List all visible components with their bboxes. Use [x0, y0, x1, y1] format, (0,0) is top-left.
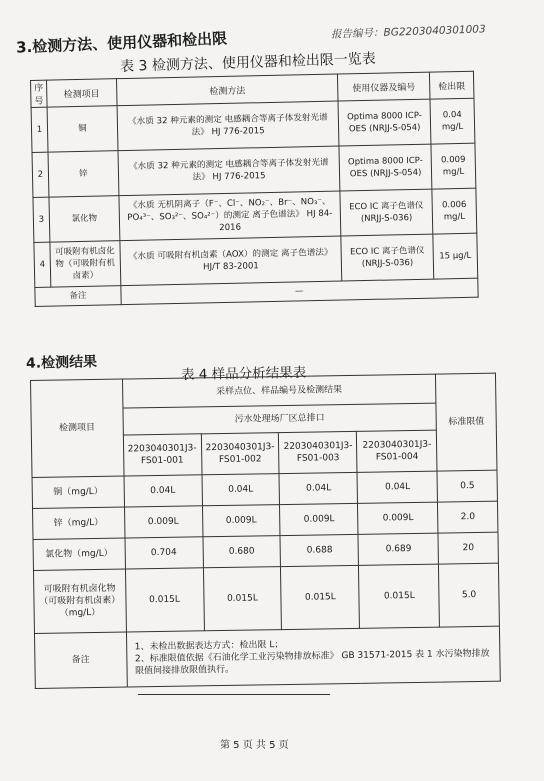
header-serial: 序号 [31, 80, 48, 107]
sample-id: 2203040301J3-FS01-002 [201, 433, 280, 475]
row-value: 0.009L [358, 502, 438, 534]
row-standard: 2.0 [438, 501, 498, 533]
row-item: 氯化物 [49, 196, 120, 242]
row-value: 0.04L [357, 471, 437, 503]
page-number: 第 5 页 共 5 页 [220, 740, 289, 751]
row-value: 0.015L [359, 564, 440, 628]
header-standard: 标准限值 [436, 373, 497, 471]
results-note-label: 备注 [34, 632, 126, 688]
row-instrument: ECO IC 离子色谱仪 (NRJJ-S-036) [341, 234, 434, 281]
note-line-2: 2、标准限值依据《石油化学工业污染物排放标准》 GB 31571-2015 表 1 水污染物排放限值间接排放限值执行。 [134, 648, 490, 677]
row-method: 《水质 32 种元素的测定 电感耦合等离子体发射光谱法》 HJ 776-2015 [117, 101, 339, 151]
row-method: 《水质 可吸附有机卤素（AOX）的测定 离子色谱法》HJ/T 83-2001 [120, 236, 342, 286]
row-value: 0.04L [124, 475, 202, 507]
note-label: 备注 [35, 286, 121, 307]
row-item: 氯化物（mg/L） [33, 538, 125, 570]
row-instrument: Optima 8000 ICP-OES (NRJJ-S-054) [338, 99, 431, 146]
header-limit: 检出限 [429, 71, 474, 99]
sample-id: 2203040301J3-FS01-004 [357, 430, 438, 472]
row-item: 铜（mg/L） [32, 476, 124, 508]
report-number: 报告编号：BG2203040301003 [331, 23, 487, 41]
header-instrument: 使用仪器及编号 [338, 72, 430, 101]
header-method: 检测方法 [116, 74, 338, 106]
sampling-site: 污水处理场厂区总排口 [122, 403, 436, 435]
row-instrument: ECO IC 离子色谱仪 (NRJJ-S-036) [340, 189, 433, 236]
row-standard: 0.5 [437, 470, 497, 502]
header-group: 采样点位、样品编号及检测结果 [122, 374, 436, 408]
row-item: 锌 [48, 151, 119, 197]
row-serial: 4 [34, 242, 51, 287]
row-limit: 0.006 mg/L [432, 188, 477, 234]
row-limit: 0.04 mg/L [430, 98, 475, 144]
row-serial: 1 [31, 107, 48, 152]
note-line-1: 1、未检出数据表达方式：检出限 L； [134, 640, 284, 653]
row-value: 0.015L [281, 565, 360, 629]
section-4-title: 4.检测结果 [25, 354, 98, 372]
row-standard: 5.0 [439, 563, 500, 627]
row-value: 0.009L [280, 503, 358, 535]
row-value: 0.04L [202, 474, 280, 506]
row-value: 0.688 [280, 534, 358, 566]
table-3-caption: 表 3 检测方法、使用仪器和检出限一览表 [119, 50, 377, 76]
row-serial: 3 [33, 197, 50, 242]
row-item: 可吸附有机卤化物（可吸附有机卤素）（mg/L） [33, 569, 126, 633]
row-value: 0.009L [124, 506, 202, 538]
table-row [33, 563, 499, 633]
sample-id: 2203040301J3-FS01-003 [279, 431, 358, 473]
results-note-row [34, 626, 500, 688]
row-item: 铜 [47, 106, 118, 152]
row-item: 可吸附有机卤化物（可吸附有机卤素） [50, 241, 121, 287]
sample-id: 2203040301J3-FS01-001 [123, 434, 202, 476]
results-table [30, 373, 501, 689]
row-serial: 2 [32, 152, 49, 197]
row-item: 锌（mg/L） [33, 507, 125, 539]
row-value: 0.680 [202, 536, 280, 568]
row-instrument: Optima 8000 ICP-OES (NRJJ-S-054) [339, 144, 432, 191]
row-method: 《水质 32 种元素的测定 电感耦合等离子体发射光谱法》 HJ 776-2015 [118, 146, 340, 196]
row-value: 0.04L [279, 472, 357, 504]
row-value: 0.015L [203, 567, 282, 631]
header-item: 检测项目 [46, 79, 116, 107]
section-3-title: 3.检测方法、使用仪器和检出限 [15, 29, 228, 57]
footer-divider [138, 694, 330, 695]
note-value: — [121, 278, 479, 304]
header-test-item: 检测项目 [31, 379, 124, 477]
row-limit: 15 μg/L [433, 233, 478, 279]
row-value: 0.704 [125, 537, 203, 569]
row-value: 0.015L [125, 568, 204, 632]
row-standard: 20 [438, 532, 498, 564]
table-4-caption: 表 4 样品分析结果表 [180, 364, 307, 384]
methods-table [30, 71, 479, 307]
results-note-text [126, 626, 500, 687]
row-value: 0.689 [358, 533, 438, 565]
row-value: 0.009L [202, 505, 280, 537]
row-method: 《水质 无机阴离子（F⁻、Cl⁻、NO₂⁻、Br⁻、NO₃⁻、PO₄³⁻、SO₃²⁻、SO₄²⁻）的测定 离子色谱法》 HJ 84-2016 [119, 191, 341, 241]
row-limit: 0.009 mg/L [431, 143, 476, 189]
